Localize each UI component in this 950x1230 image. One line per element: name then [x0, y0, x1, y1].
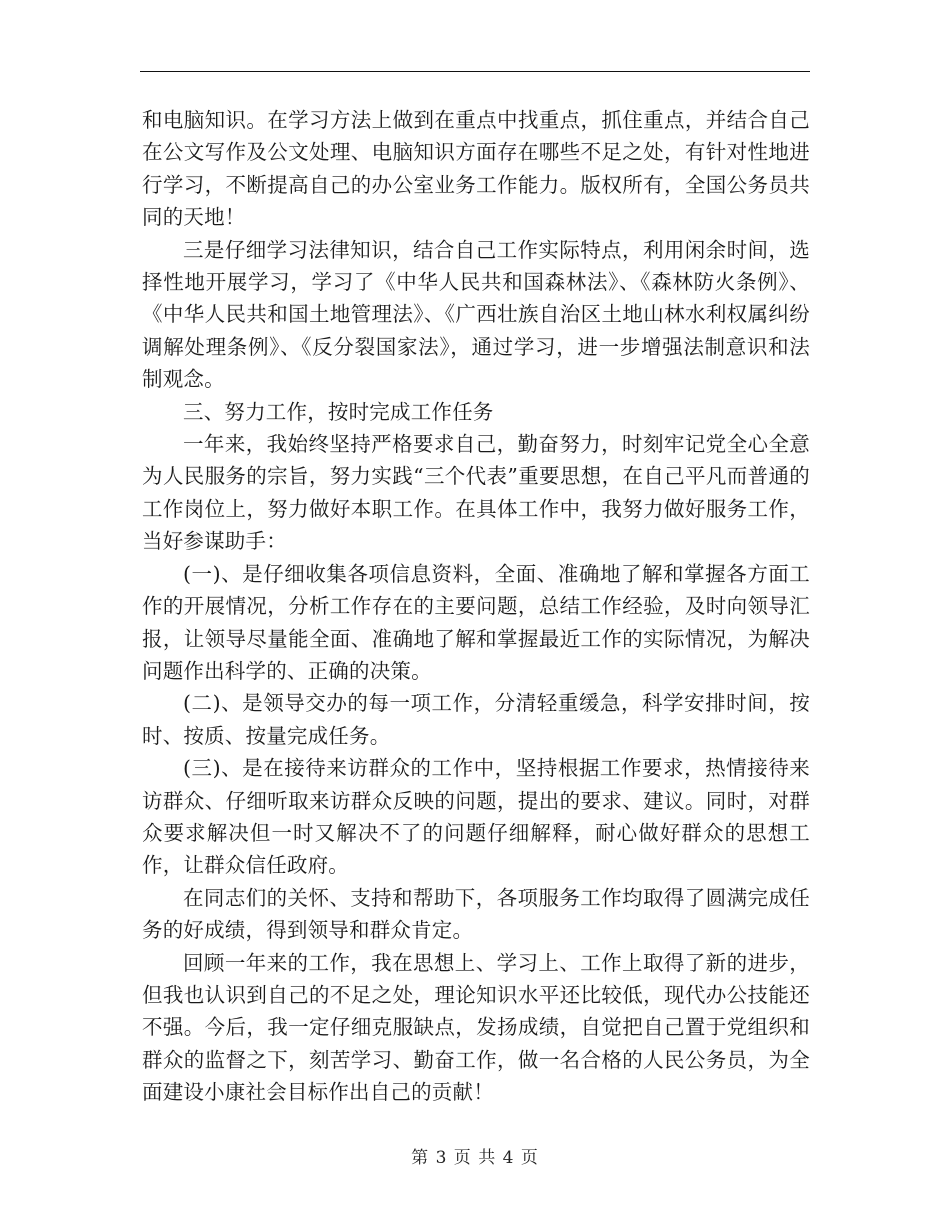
paragraph-item-two: (二)、是领导交办的每一项工作，分清轻重缓急，科学安排时间，按时、按质、按量完成任务。 [142, 691, 810, 748]
paragraph-item-one: (一)、是仔细收集各项信息资料，全面、准确地了解和掌握各方面工作的开展情况，分析工作存在的主要问题，总结工作经验，及时向领导汇报，让领导尽量能全面、准确地了解和掌握最近工作的实际情况，为解决问题作出科学的、正确的决策。 [142, 561, 810, 683]
page-number: 第 3 页 共 4 页 [411, 1148, 539, 1168]
paragraph-achievements: 在同志们的关怀、支持和帮助下，各项服务工作均取得了圆满完成任务的好成绩，得到领导和群众肯定。 [142, 885, 810, 943]
paragraph-conclusion: 回顾一年来的工作，我在思想上、学习上、工作上取得了新的进步，但我也认识到自己的不足之处，理论知识水平还比较低，现代办公技能还不强。今后，我一定仔细克服缺点，发扬成绩，自觉把自己置于党组织和群众的监督之下，刻苦学习、勤奋工作，做一名合格的人民公务员，为全面建设小康社会目标作出自己的贡献！ [142, 950, 810, 1105]
paragraph-item-three: (三)、是在接待来访群众的工作中，坚持根据工作要求，热情接待来访群众、仔细听取来访群众反映的问题，提出的要求、建议。同时，对群众要求解决但一时又解决不了的问题仔细解释，耐心做好群众的思想工作，让群众信任政府。 [142, 756, 810, 878]
header-divider [140, 71, 810, 72]
section-heading-work: 三、努力工作，按时完成工作任务 [183, 399, 494, 424]
paragraph-continuation: 和电脑知识。在学习方法上做到在重点中找重点，抓住重点，并结合自己在公文写作及公文处理、电脑知识方面存在哪些不足之处，有针对性地进行学习，不断提高自己的办公室业务工作能力。版权所有，全国公务员共同的天地！ [142, 108, 810, 230]
paragraph-year-review: 一年来，我始终坚持严格要求自己，勤奋努力，时刻牢记党全心全意为人民服务的宗旨，努力实践“三个代表”重要思想，在自己平凡而普通的工作岗位上，努力做好本职工作。在具体工作中，我努力做好服务工作，当好参谋助手： [142, 432, 810, 554]
paragraph-legal-study: 三是仔细学习法律知识，结合自己工作实际特点，利用闲余时间，选择性地开展学习，学习了《中华人民共和国森林法》、《森林防火条例》、《中华人民共和国土地管理法》、《广西壮族自治区土地山林水利权属纠纷调解处理条例》、《反分裂国家法》，通过学习，进一步增强法制意识和法制观念。 [142, 237, 810, 392]
document-body [142, 104, 810, 1109]
